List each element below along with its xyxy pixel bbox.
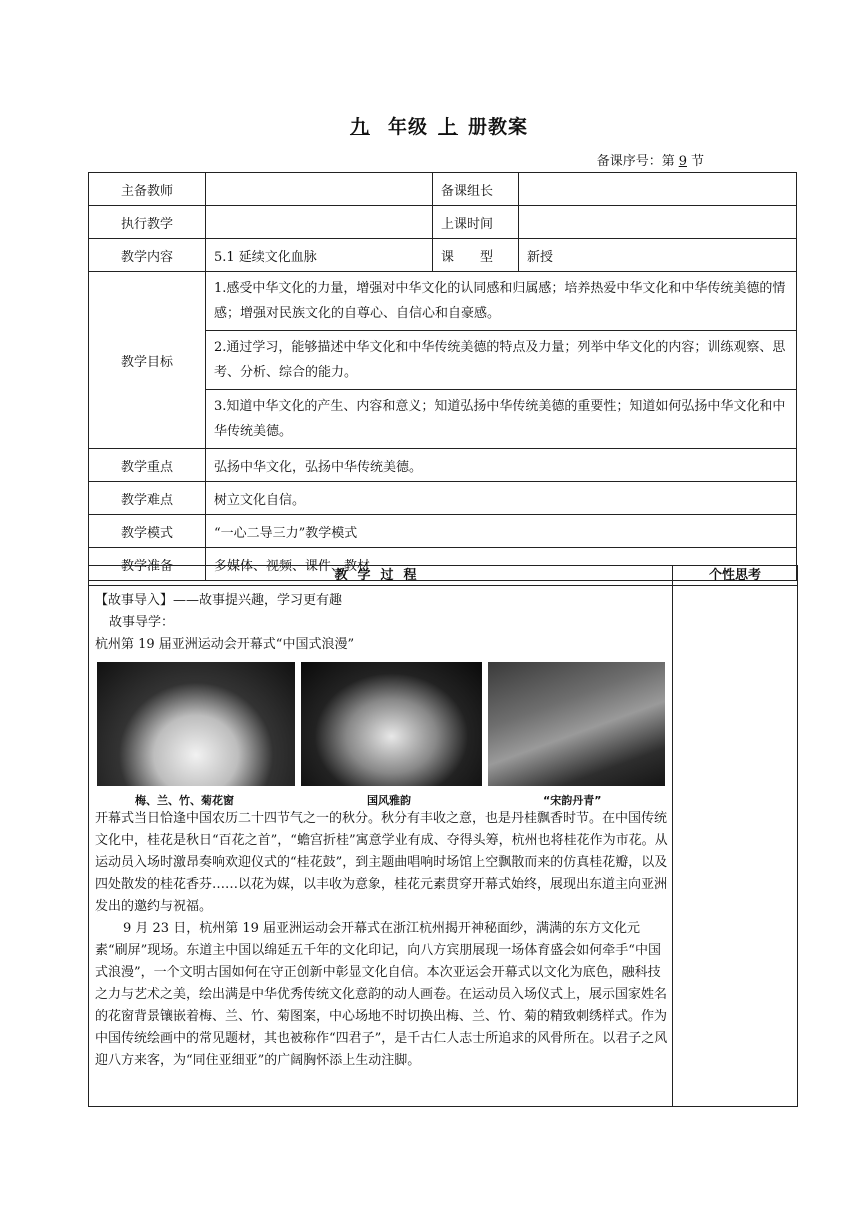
term-suffix: 册教案 <box>468 116 529 138</box>
chief-teacher-value <box>206 173 433 206</box>
table-row <box>89 515 797 548</box>
intro-subtitle: 故事导学： <box>109 615 175 630</box>
class-time-value <box>519 206 797 239</box>
reflection-heading: 个性思考 <box>673 566 797 586</box>
photo-caption: 梅、兰、竹、菊花窗 <box>135 794 234 807</box>
teaching-mode-label: 教学模式 <box>89 515 206 548</box>
grade-suffix: 年级 <box>387 116 428 138</box>
photo-caption: 国风雅韵 <box>367 794 411 807</box>
exec-label: 执行教学 <box>89 206 206 239</box>
serial-prefix: 备课序号：第 <box>596 154 675 169</box>
chief-teacher-label: 主备教师 <box>89 173 206 206</box>
table-row <box>89 482 797 515</box>
story-paragraph: 开幕式当日恰逢中国农历二十四节气之一的秋分。秋分有丰收之意，也是丹桂飘香时节。在中国传统文化中，桂花是秋日“百花之首”，“蟾宫折桂”寓意学业有成、夺得头筹，杭州也将桂花作为市花。从运动员入场时激昂奏响欢迎仪式的“桂花鼓”，到主题曲唱响时场馆上空飘散而来的仿真桂花瓣，以及四处散发的桂花香芬……以花为媒，以丰收为意象，桂花元素贯穿开幕式始终，展现出东道主向亚洲发出的邀约与祝福。 <box>95 811 668 914</box>
photo-caption: “宋韵丹青” <box>543 794 602 807</box>
difficult-points-value: 树立文化自信。 <box>206 482 797 515</box>
content-label: 教学内容 <box>89 239 206 272</box>
photo-strip <box>95 662 669 806</box>
serial-number: 9 <box>678 154 687 169</box>
objective-item: 1.感受中华文化的力量，增强对中华文化的认同感和归属感；培养热爱中华文化和中华传统美德的情感；增强对民族文化的自尊心、自信心和自豪感。 <box>214 281 786 321</box>
objectives-label: 教学目标 <box>89 272 206 449</box>
process-heading: 教学过程 <box>89 566 673 586</box>
table-row <box>89 239 797 272</box>
intro-title: 【故事导入】——故事提兴趣，学习更有趣 <box>95 593 343 608</box>
story-title: 杭州第 19 届亚洲运动会开幕式“中国式浪漫” <box>95 637 355 652</box>
content-value: 5.1 延续文化血脉 <box>206 239 433 272</box>
grade-value: 九 <box>349 116 370 138</box>
teaching-prep-value: 多媒体、视频、课件、教材 <box>206 548 797 581</box>
table-row <box>89 173 797 206</box>
serial-suffix: 节 <box>690 154 704 169</box>
column-divider <box>672 586 673 1106</box>
key-points-label: 教学重点 <box>89 449 206 482</box>
exec-value <box>206 206 433 239</box>
story-paragraph: 9 月 23 日，杭州第 19 届亚洲运动会开幕式在浙江杭州揭开神秘面纱，满满的东方文化元素“刷屏”现场。东道主中国以绵延五千年的文化印记，向八方宾朋展现一场体育盛会如何牵手“中国式浪漫”，一个文明古国如何在守正创新中彰显文化自信。本次亚运会开幕式以文化为底色，融科技之力与艺术之美，绘出满是中华优秀传统文化意韵的动人画卷。在运动员入场仪式上，展示国家姓名的花窗背景镶嵌着梅、兰、竹、菊图案，中心场地不时切换出梅、兰、竹、菊的精致刺绣样式。作为中国传统绘画中的常见题材，其也被称作“四君子”，是千古仁人志士所追求的风骨所在。以君子之风迎八方来客，为“同住亚细亚”的广阔胸怀添上生动注脚。 <box>95 921 668 1068</box>
type-value: 新授 <box>519 239 797 272</box>
teaching-mode-value: “一心二导三力”教学模式 <box>206 515 797 548</box>
page-title <box>0 112 860 139</box>
class-time-label: 上课时间 <box>433 206 519 239</box>
photo-plum-orchid-bamboo-chrysanthemum <box>97 662 295 786</box>
lesson-info-table <box>88 172 797 581</box>
objective-item: 3.知道中华文化的产生、内容和意义；知道弘扬中华传统美德的重要性；知道如何弘扬中华文化和中华传统美德。 <box>214 399 786 439</box>
group-leader-label: 备课组长 <box>433 173 519 206</box>
table-row <box>89 206 797 239</box>
objective-item: 2.通过学习，能够描述中华文化和中华传统美德的特点及力量；列举中华文化的内容；训练观察、思考、分析、综合的能力。 <box>214 340 786 380</box>
difficult-points-label: 教学难点 <box>89 482 206 515</box>
photo-song-danqing <box>488 662 665 786</box>
teaching-process-section <box>88 565 798 1107</box>
table-row <box>89 449 797 482</box>
type-label: 课 型 <box>433 239 519 272</box>
photo-guofeng-yayun <box>301 662 482 786</box>
key-points-value: 弘扬中华文化，弘扬中华传统美德。 <box>206 449 797 482</box>
process-content <box>95 590 669 1072</box>
term-value: 上 <box>438 116 459 138</box>
lesson-serial <box>597 150 704 169</box>
group-leader-value <box>519 173 797 206</box>
teaching-prep-label: 教学准备 <box>89 548 206 581</box>
table-row <box>89 272 797 331</box>
